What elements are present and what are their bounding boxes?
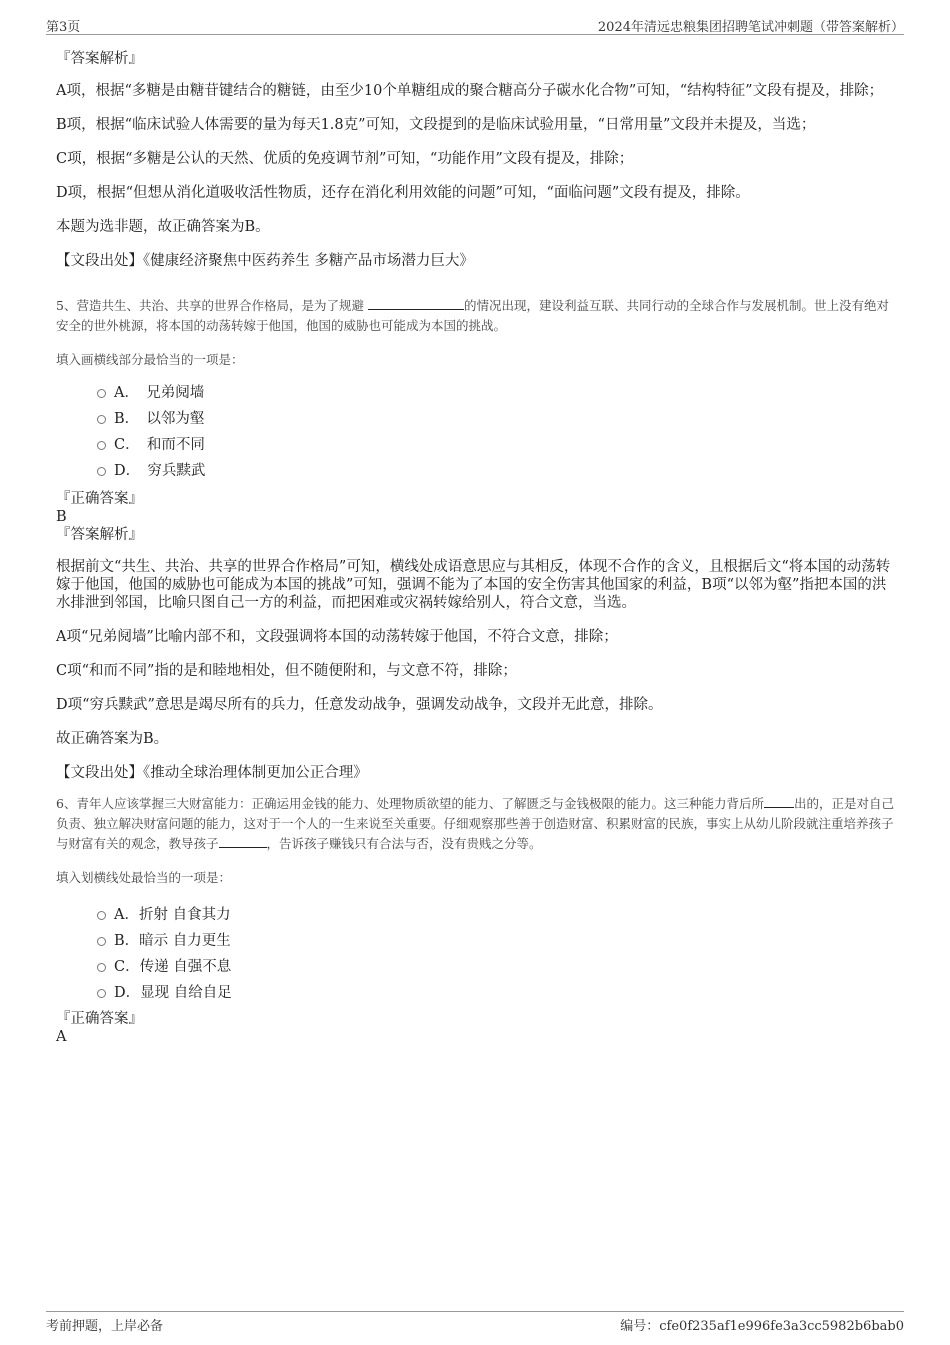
radio-icon[interactable] [97,989,106,998]
q5-option-b[interactable]: B． 以邻为壑 [56,406,894,432]
q5-answer: B [56,509,67,525]
q6-stem [56,794,894,854]
q5-options [56,380,894,484]
q6-options [56,902,894,1006]
radio-icon[interactable] [97,911,106,920]
q5-option-c[interactable]: C． 和而不同 [56,432,894,458]
q6-prompt: 填入划横线处最恰当的一项是： [56,870,232,885]
radio-icon[interactable] [97,415,106,424]
q6-blank-1 [764,794,794,808]
page-header [46,14,904,35]
radio-icon[interactable] [97,441,106,450]
q5-stem [56,296,894,336]
q5-blank [368,296,464,310]
radio-icon[interactable] [97,389,106,398]
document-id: 编号：cfe0f235af1e996fe3a3cc5982b6bab0 [620,1319,904,1334]
q5-prompt: 填入画横线部分最恰当的一项是： [56,352,244,367]
q6-answer-title: 『正确答案』 [56,1011,143,1027]
q6-option-c[interactable]: C．传递 自强不息 [56,954,894,980]
q6-stem-1: 6、青年人应该掌握三大财富能力：正确运用金钱的能力、处理物质欲望的能力、了解匮乏与金钱极限的能力。这三种能力背后所 [56,796,764,811]
q4-source: 【文段出处】《健康经济聚焦中医药养生 多糖产品市场潜力巨大》 [56,253,474,269]
q5-option-a[interactable]: A． 兄弟阋墙 [56,380,894,406]
q5-analysis-d: D项“穷兵黩武”意思是竭尽所有的兵力，任意发动战争，强调发动战争，文段并无此意，排除。 [56,697,663,713]
q6-stem-3: ，告诉孩子赚钱只有合法与否，没有贵贱之分等。 [266,836,542,851]
radio-icon[interactable] [97,937,106,946]
page-content [56,46,894,1046]
footer-slogan: 考前押题，上岸必备 [46,1319,164,1334]
q4-conclusion: 本题为选非题，故正确答案为B。 [56,219,270,235]
radio-icon[interactable] [97,963,106,972]
q4-analysis-b: B项，根据“临床试验人体需要的量为每天1.8克”可知，文段提到的是临床试验用量，“日常用量”文段并未提及，当选； [56,117,816,133]
q6-option-b[interactable]: B．暗示 自力更生 [56,928,894,954]
q5-answer-title: 『正确答案』 [56,491,143,507]
q5-conclusion: 故正确答案为B。 [56,731,169,747]
q5-analysis-title: 『答案解析』 [56,527,143,543]
q6-option-a[interactable]: A．折射 自食其力 [56,902,894,928]
document-title: 2024年清远忠粮集团招聘笔试冲刺题（带答案解析） [597,20,904,35]
radio-icon[interactable] [97,467,106,476]
q4-analysis-d: D项，根据“但想从消化道吸收活性物质，还存在消化利用效能的问题”可知，“面临问题”文段有提及，排除。 [56,185,750,201]
q5-analysis-p1: 根据前文“共生、共治、共享的世界合作格局”可知，横线处成语意思应与其相反，体现不合作的含义，且根据后文“将本国的动荡转嫁于他国，他国的威胁也可能成为本国的挑战”可知，强调不能为了本国的安全伤害其他国家的利益，B项“以邻为壑”指把本国的洪水排泄到邻国，比喻只图自己一方的利益，而把困难或灾祸转嫁给别人，符合文意，当选。 [56,559,891,611]
page-footer [46,1311,904,1332]
q5-source: 【文段出处】《推动全球治理体制更加公正合理》 [56,765,368,781]
q5-analysis-c: C项“和而不同”指的是和睦地相处，但不随便附和，与文意不符，排除； [56,663,517,679]
q6-stem-2: 出的，正是对自己负责、独立解决财富问题的能力，这对于一个人的一生来说至关重要。仔细观察那些善于创造财富、积累财富的民族，事实上从幼儿阶段就注重培养孩子与财富有关的观念，教导孩子 [56,796,894,851]
q4-analysis-c: C项，根据“多糖是公认的天然、优质的免疫调节剂”可知，“功能作用”文段有提及，排除； [56,151,634,167]
q4-analysis-title: 『答案解析』 [56,51,143,67]
q6-option-d[interactable]: D．显现 自给自足 [56,980,894,1006]
q5-option-d[interactable]: D． 穷兵黩武 [56,458,894,484]
page-number: 第3页 [46,20,81,35]
q5-stem-post: 的情况出现，建设利益互联、共同行动的全球合作与发展机制。世上没有绝对安全的世外桃源，将本国的动荡转嫁于他国，他国的威胁也可能成为本国的挑战。 [56,298,889,333]
q5-analysis-a: A项“兄弟阋墙”比喻内部不和，文段强调将本国的动荡转嫁于他国，不符合文意，排除； [56,629,618,645]
q6-answer: A [56,1029,67,1045]
q5-stem-pre: 5、营造共生、共治、共享的世界合作格局，是为了规避 [56,298,364,313]
q4-analysis-a: A项，根据“多糖是由糖苷键结合的糖链，由至少10个单糖组成的聚合糖高分子碳水化合物”可知，“结构特征”文段有提及，排除； [56,83,884,99]
q6-blank-2 [219,834,267,848]
